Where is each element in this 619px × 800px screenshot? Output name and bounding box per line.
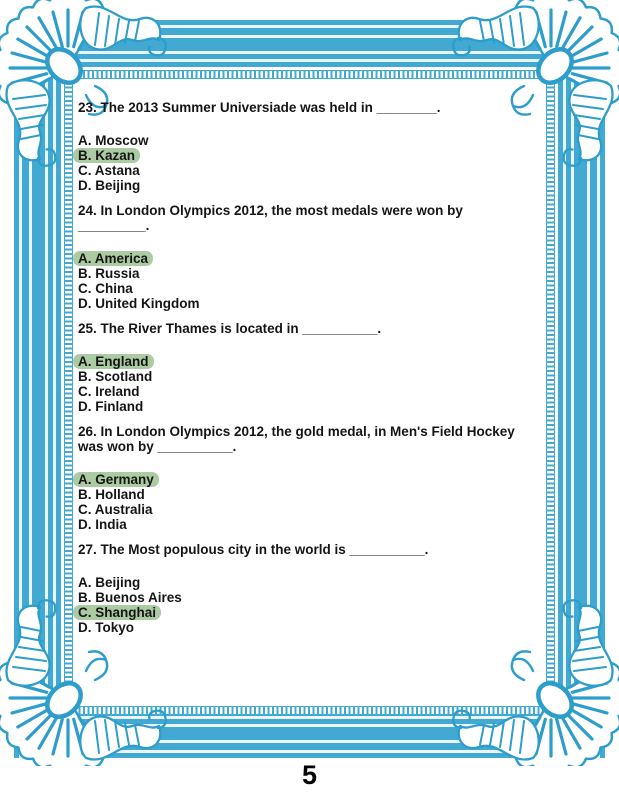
question-text [78, 424, 544, 454]
option-list [78, 472, 544, 532]
answer-option [78, 281, 544, 296]
option-label: C. Australia [78, 502, 153, 517]
answer-option [78, 590, 544, 605]
highlighted-answer: A. America [73, 251, 153, 266]
highlighted-answer: A. England [73, 354, 154, 369]
answer-option [78, 620, 544, 635]
question-text [78, 321, 544, 336]
answer-option [78, 133, 544, 148]
answer-option [78, 399, 544, 414]
question-text-line: was won by __________. [78, 439, 237, 454]
answer-option [78, 266, 544, 281]
answer-option [78, 517, 544, 532]
question-text-line: 26. In London Olympics 2012, the gold medal, in Men's Field Hockey [78, 424, 515, 439]
option-label: D. Tokyo [78, 620, 135, 635]
question-text-line: _________. [78, 218, 150, 233]
answer-option [78, 502, 544, 517]
question-block [78, 321, 544, 414]
option-list [78, 575, 544, 635]
option-label: A. Beijing [78, 575, 141, 590]
page-number: 5 [301, 760, 318, 790]
option-label: D. United Kingdom [78, 296, 200, 311]
answer-option [78, 605, 544, 620]
option-label: D. Finland [78, 399, 144, 414]
answer-option [78, 296, 544, 311]
highlighted-answer: A. Germany [73, 472, 159, 487]
option-label: C. Astana [78, 163, 140, 178]
answer-option [78, 354, 544, 369]
option-label: D. India [78, 517, 127, 532]
option-label: B. Holland [78, 487, 145, 502]
option-label: C. China [78, 281, 133, 296]
option-list [78, 251, 544, 311]
answer-option [78, 487, 544, 502]
question-block [78, 542, 544, 635]
option-label: B. Russia [78, 266, 140, 281]
option-label: D. Beijing [78, 178, 141, 193]
answer-option [78, 369, 544, 384]
answer-option [78, 384, 544, 399]
highlighted-answer: C. Shanghai [73, 605, 161, 620]
answer-option [78, 251, 544, 266]
option-list [78, 354, 544, 414]
question-text-line: 24. In London Olympics 2012, the most medals were won by [78, 203, 463, 218]
answer-option [78, 148, 544, 163]
option-label: B. Scotland [78, 369, 153, 384]
option-label: A. Moscow [78, 133, 149, 148]
option-label: B. Buenos Aires [78, 590, 182, 605]
question-text-line: 27. The Most populous city in the world is __________. [78, 542, 429, 557]
highlighted-answer: B. Kazan [73, 148, 140, 163]
question-text [78, 542, 544, 557]
question-block [78, 100, 544, 193]
question-text-line: 23. The 2013 Summer Universiade was held in ________. [78, 100, 441, 115]
option-label: C. Ireland [78, 384, 140, 399]
answer-option [78, 178, 544, 193]
question-text [78, 100, 544, 115]
question-block [78, 424, 544, 532]
quiz-content [78, 100, 544, 645]
question-text [78, 203, 544, 233]
question-text-line: 25. The River Thames is located in __________. [78, 321, 382, 336]
answer-option [78, 163, 544, 178]
option-list [78, 133, 544, 193]
answer-option [78, 472, 544, 487]
question-block [78, 203, 544, 311]
answer-option [78, 575, 544, 590]
question-list [78, 100, 544, 635]
